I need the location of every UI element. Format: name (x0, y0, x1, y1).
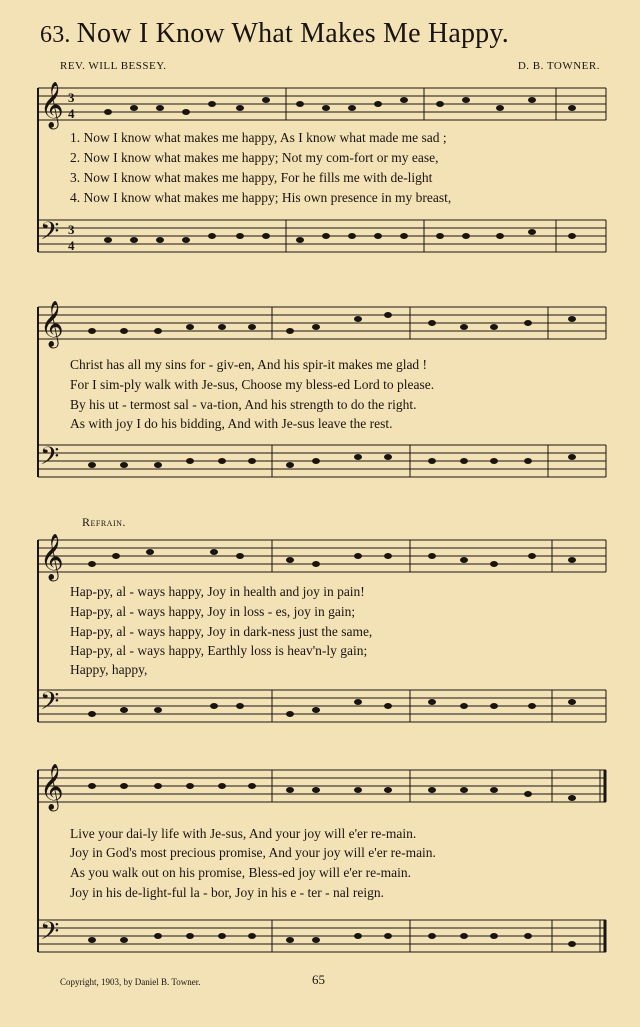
system-1-verse-2: 2. Now I know what makes me happy; Not my com-fort or my ease, (70, 150, 439, 165)
system-2-verse-4: As with joy I do his bidding, And with Je-sus leave the rest. (70, 416, 393, 431)
svg-text:𝄞: 𝄞 (40, 534, 64, 580)
system-4-verse-1: Live your dai-ly life with Je-sus, And your joy will e'er re-main. (70, 826, 417, 841)
system-2-verse-3: By his ut - termost sal - va-tion, And his strength to do the right. (70, 397, 417, 412)
system-1-verse-3: 3. Now I know what makes me happy, For he fills me with de-light (70, 170, 433, 185)
page-number: 65 (312, 972, 325, 987)
svg-text:3: 3 (68, 222, 75, 237)
svg-text:𝄞: 𝄞 (40, 301, 64, 347)
system-4-verse-2: Joy in God's most precious promise, And your joy will e'er re-main. (70, 845, 436, 860)
hymn-number: 63. (40, 22, 71, 48)
svg-text:4: 4 (68, 238, 75, 253)
svg-text:3: 3 (68, 90, 75, 105)
hymn-title-text: Now I Know What Makes Me Happy. (76, 18, 509, 49)
system-2-verse-2: For I sim-ply walk with Je-sus, Choose my bless-ed Lord to please. (70, 377, 435, 392)
lyricist-credit: REV. WILL BESSEY. (60, 60, 167, 72)
refrain-verse-3: Hap-py, al - ways happy, Joy in dark-ness just the same, (70, 624, 373, 639)
system-4-verse-4: Joy in his de-light-ful la - bor, Joy in his e - ter - nal reign. (70, 885, 385, 900)
svg-text:𝄢: 𝄢 (40, 217, 60, 252)
refrain-verse-1: Hap-py, al - ways happy, Joy in health and joy in pain! (70, 584, 365, 599)
system-2-verse-1: Christ has all my sins for - giv-en, And his spir-it makes me glad ! (70, 357, 428, 372)
system-1-verse-4: 4. Now I know what makes me happy; His own presence in my breast, (70, 190, 452, 205)
composer-credit: D. B. TOWNER. (517, 60, 600, 72)
svg-text:𝄢: 𝄢 (40, 442, 60, 477)
svg-text:𝄞: 𝄞 (40, 82, 64, 128)
refrain-verse-4: Hap-py, al - ways happy, Earthly loss is heav'n-ly gain; (70, 643, 368, 658)
svg-text:𝄢: 𝄢 (40, 917, 60, 952)
system-1-verse-1: 1. Now I know what makes me happy, As I know what made me sad ; (70, 130, 447, 145)
svg-text:𝄢: 𝄢 (40, 687, 60, 722)
refrain-label: Refrain. (82, 515, 126, 529)
system-4-verse-3: As you walk out on his promise, Bless-ed joy will e'er re-main. (70, 865, 412, 880)
refrain-bass-echo: Happy, happy, (70, 662, 148, 677)
svg-text:4: 4 (68, 106, 75, 121)
copyright-notice: Copyright, 1903, by Daniel B. Towner. (60, 977, 201, 987)
svg-text:𝄞: 𝄞 (40, 764, 64, 810)
refrain-verse-2: Hap-py, al - ways happy, Joy in loss - es, joy in gain; (70, 604, 356, 619)
